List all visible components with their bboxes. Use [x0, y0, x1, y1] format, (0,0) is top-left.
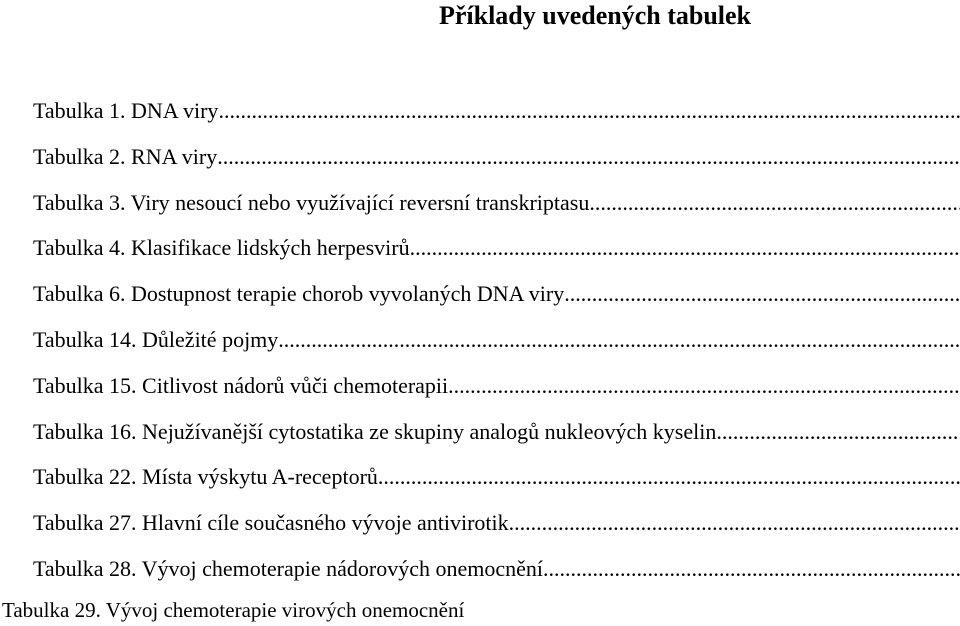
- toc-leader-dots: [448, 368, 960, 404]
- toc-entry-label: Tabulka 15. Citlivost nádorů vůči chemoterapii: [33, 373, 449, 398]
- toc-entry[interactable]: [33, 459, 960, 495]
- toc-leader-dots: [509, 505, 960, 541]
- toc-leader-dots: [564, 276, 960, 312]
- toc-entry-partial[interactable]: Tabulka 29. Vývoj chemoterapie virových onemocnění: [2, 598, 465, 622]
- toc-entry-label: Tabulka 1. DNA viry: [33, 98, 219, 123]
- toc-entry-label: Tabulka 28. Vývoj chemoterapie nádorových onemocnění: [33, 556, 544, 581]
- toc-entry[interactable]: [33, 93, 960, 129]
- toc-entry[interactable]: [33, 276, 960, 312]
- toc-entry-label: Tabulka 2. RNA viry: [33, 144, 218, 169]
- toc-entry-label: Tabulka 27. Hlavní cíle současného vývoje antivirotik: [33, 510, 509, 535]
- toc-entry[interactable]: [33, 322, 960, 358]
- toc-entry[interactable]: [33, 185, 960, 221]
- toc-leader-dots: [716, 414, 960, 450]
- toc-leader-dots: [410, 230, 960, 266]
- toc-entry[interactable]: [33, 505, 960, 541]
- toc-entry-label: Tabulka 14. Důležité pojmy: [33, 327, 279, 352]
- toc-entry[interactable]: [33, 230, 960, 266]
- toc-leader-dots: [378, 459, 960, 495]
- toc-leader-dots: [589, 185, 960, 221]
- toc-entry[interactable]: [33, 139, 960, 175]
- toc-entry-label: Tabulka 3. Viry nesoucí nebo využívající reversní transkriptasu: [33, 190, 590, 215]
- toc-entry-label: Tabulka 16. Nejužívanější cytostatika ze skupiny analogů nukleových kyselin: [33, 419, 717, 444]
- toc-leader-dots: [278, 322, 960, 358]
- toc-leader-dots: [218, 93, 960, 129]
- toc-entry-label: Tabulka 6. Dostupnost terapie chorob vyvolaných DNA viry: [33, 281, 565, 306]
- toc-entry[interactable]: [33, 414, 960, 450]
- toc-entry-label: Tabulka 22. Místa výskytu A-receptorů: [33, 464, 378, 489]
- toc-entry[interactable]: [33, 551, 960, 587]
- toc-entry-label: Tabulka 4. Klasifikace lidských herpesvirů: [33, 235, 410, 260]
- toc-leader-dots: [543, 551, 960, 587]
- toc-leader-dots: [217, 139, 960, 175]
- toc-entry[interactable]: [33, 368, 960, 404]
- page-title: Příklady uvedených tabulek: [438, 1, 752, 30]
